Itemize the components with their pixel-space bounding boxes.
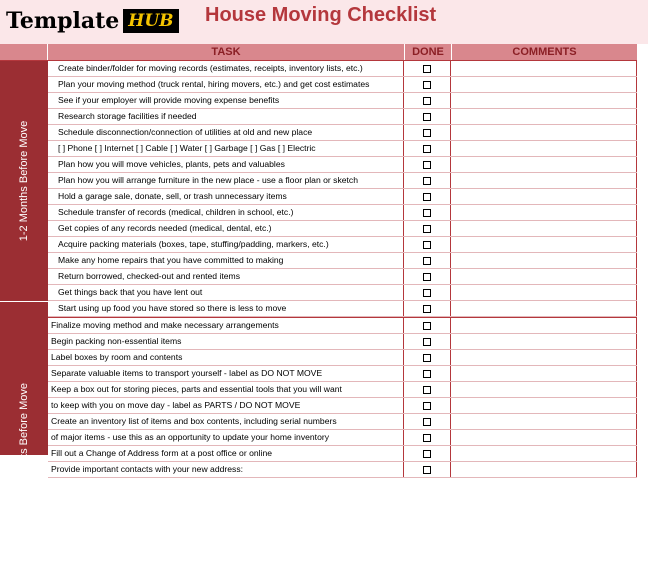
- done-cell: [404, 430, 451, 445]
- done-checkbox[interactable]: [423, 354, 431, 362]
- done-cell: [404, 141, 451, 156]
- column-header-done: DONE: [405, 44, 451, 60]
- done-checkbox[interactable]: [423, 225, 431, 233]
- table-row: [48, 237, 637, 253]
- task-text: Return borrowed, checked-out and rented items: [48, 269, 404, 284]
- done-cell: [404, 189, 451, 204]
- table-row: [48, 125, 637, 141]
- done-checkbox[interactable]: [423, 370, 431, 378]
- done-checkbox[interactable]: [423, 81, 431, 89]
- done-cell: [404, 398, 451, 413]
- table-row: [48, 173, 637, 189]
- done-checkbox[interactable]: [423, 161, 431, 169]
- table-row: [48, 221, 637, 237]
- table-row: [48, 189, 637, 205]
- table-row: [48, 253, 637, 269]
- done-checkbox[interactable]: [423, 466, 431, 474]
- table-row: [48, 269, 637, 285]
- comments-cell[interactable]: [451, 318, 637, 333]
- done-cell: [404, 237, 451, 252]
- comments-cell[interactable]: [451, 269, 637, 284]
- done-checkbox[interactable]: [423, 305, 431, 313]
- task-text: Create an inventory list of items and box contents, including serial numbers: [48, 414, 404, 429]
- comments-cell[interactable]: [451, 350, 637, 365]
- comments-cell[interactable]: [451, 109, 637, 124]
- table-row: [48, 109, 637, 125]
- section-band-2: [0, 302, 48, 492]
- done-cell: [404, 414, 451, 429]
- done-cell: [404, 318, 451, 333]
- section-label-1: 1-2 Months Before Move: [18, 120, 31, 242]
- done-cell: [404, 269, 451, 284]
- task-text: [ ] Phone [ ] Internet [ ] Cable [ ] Water [ ] Garbage [ ] Gas [ ] Electric: [48, 141, 404, 156]
- table-row: [48, 382, 637, 398]
- task-text: Make any home repairs that you have committed to making: [48, 253, 404, 268]
- comments-cell[interactable]: [451, 446, 637, 461]
- done-cell: [404, 350, 451, 365]
- table-row: [48, 61, 637, 77]
- table-row: [48, 398, 637, 414]
- done-checkbox[interactable]: [423, 97, 431, 105]
- logo: [6, 8, 179, 34]
- task-text: Keep a box out for storing pieces, parts and essential tools that you will want: [48, 382, 404, 397]
- column-header-section: [0, 44, 47, 60]
- done-cell: [404, 205, 451, 220]
- comments-cell[interactable]: [451, 221, 637, 236]
- comments-cell[interactable]: [451, 125, 637, 140]
- done-checkbox[interactable]: [423, 273, 431, 281]
- comments-cell[interactable]: [451, 382, 637, 397]
- done-checkbox[interactable]: [423, 65, 431, 73]
- done-cell: [404, 77, 451, 92]
- table-row: [48, 77, 637, 93]
- table-row: [48, 462, 637, 478]
- column-header-comments: COMMENTS: [452, 44, 637, 60]
- done-cell: [404, 125, 451, 140]
- task-text: to keep with you on move day - label as PARTS / DO NOT MOVE: [48, 398, 404, 413]
- done-checkbox[interactable]: [423, 113, 431, 121]
- done-cell: [404, 334, 451, 349]
- comments-cell[interactable]: [451, 205, 637, 220]
- done-checkbox[interactable]: [423, 434, 431, 442]
- done-cell: [404, 221, 451, 236]
- column-header-task: TASK: [48, 44, 404, 60]
- done-cell: [404, 157, 451, 172]
- done-cell: [404, 382, 451, 397]
- table-row: [48, 157, 637, 173]
- comments-cell[interactable]: [451, 285, 637, 300]
- task-text: of major items - use this as an opportunity to update your home inventory: [48, 430, 404, 445]
- task-text: Start using up food you have stored so there is less to move: [48, 301, 404, 316]
- logo-text: Template: [6, 8, 120, 34]
- task-text: Hold a garage sale, donate, sell, or trash unnecessary items: [48, 189, 404, 204]
- task-text: Get things back that you have lent out: [48, 285, 404, 300]
- comments-cell[interactable]: [451, 173, 637, 188]
- comments-cell[interactable]: [451, 398, 637, 413]
- task-text: Plan how you will move vehicles, plants, pets and valuables: [48, 157, 404, 172]
- table-row: [48, 285, 637, 301]
- task-text: Provide important contacts with your new address:: [48, 462, 404, 477]
- table-row: [48, 430, 637, 446]
- task-text: See if your employer will provide moving expense benefits: [48, 93, 404, 108]
- table-row: [48, 141, 637, 157]
- done-cell: [404, 446, 451, 461]
- comments-cell[interactable]: [451, 253, 637, 268]
- section-band-1: [0, 61, 48, 301]
- task-text: Begin packing non-essential items: [48, 334, 404, 349]
- done-cell: [404, 173, 451, 188]
- done-checkbox[interactable]: [423, 450, 431, 458]
- done-cell: [404, 253, 451, 268]
- done-cell: [404, 93, 451, 108]
- comments-cell[interactable]: [451, 462, 637, 477]
- page-title: House Moving Checklist: [205, 4, 437, 26]
- table-row: [48, 350, 637, 366]
- done-cell: [404, 462, 451, 477]
- done-checkbox[interactable]: [423, 129, 431, 137]
- task-text: Separate valuable items to transport yourself - label as DO NOT MOVE: [48, 366, 404, 381]
- done-checkbox[interactable]: [423, 209, 431, 217]
- comments-cell[interactable]: [451, 189, 637, 204]
- comments-cell[interactable]: [451, 141, 637, 156]
- comments-cell[interactable]: [451, 77, 637, 92]
- checklist-table: [48, 61, 637, 478]
- comments-cell[interactable]: [451, 366, 637, 381]
- task-text: Label boxes by room and contents: [48, 350, 404, 365]
- table-row: [48, 301, 637, 317]
- task-text: Schedule disconnection/connection of utilities at old and new place: [48, 125, 404, 140]
- task-text: Plan your moving method (truck rental, hiring movers, etc.) and get cost estimates: [48, 77, 404, 92]
- comments-cell[interactable]: [451, 301, 637, 316]
- task-text: Get copies of any records needed (medical, dental, etc.): [48, 221, 404, 236]
- task-text: Acquire packing materials (boxes, tape, stuffing/padding, markers, etc.): [48, 237, 404, 252]
- comments-cell[interactable]: [451, 334, 637, 349]
- done-checkbox[interactable]: [423, 145, 431, 153]
- done-cell: [404, 109, 451, 124]
- done-checkbox[interactable]: [423, 193, 431, 201]
- done-checkbox[interactable]: [423, 338, 431, 346]
- table-row: [48, 334, 637, 350]
- table-row: [48, 414, 637, 430]
- table-row: [48, 93, 637, 109]
- task-text: Finalize moving method and make necessary arrangements: [48, 318, 404, 333]
- table-row: [48, 446, 637, 462]
- done-cell: [404, 301, 451, 316]
- comments-cell[interactable]: [451, 93, 637, 108]
- comments-cell[interactable]: [451, 237, 637, 252]
- task-text: Create binder/folder for moving records (estimates, receipts, inventory lists, etc.): [48, 61, 404, 76]
- comments-cell[interactable]: [451, 157, 637, 172]
- task-text: Schedule transfer of records (medical, children in school, etc.): [48, 205, 404, 220]
- table-row: [48, 366, 637, 382]
- section-label-2: 4 Weeks Before Move: [18, 382, 31, 492]
- done-cell: [404, 366, 451, 381]
- done-checkbox[interactable]: [423, 322, 431, 330]
- done-cell: [404, 285, 451, 300]
- done-checkbox[interactable]: [423, 289, 431, 297]
- done-checkbox[interactable]: [423, 386, 431, 394]
- comments-cell[interactable]: [451, 414, 637, 429]
- header-bar: [0, 0, 648, 44]
- comments-cell[interactable]: [451, 430, 637, 445]
- logo-badge: HUB: [123, 9, 178, 33]
- task-text: Research storage facilities if needed: [48, 109, 404, 124]
- task-text: Fill out a Change of Address form at a post office or online: [48, 446, 404, 461]
- table-row: [48, 317, 637, 334]
- done-checkbox[interactable]: [423, 402, 431, 410]
- done-checkbox[interactable]: [423, 177, 431, 185]
- done-checkbox[interactable]: [423, 257, 431, 265]
- done-cell: [404, 61, 451, 76]
- task-text: Plan how you will arrange furniture in the new place - use a floor plan or sketch: [48, 173, 404, 188]
- table-row: [48, 205, 637, 221]
- done-checkbox[interactable]: [423, 241, 431, 249]
- comments-cell[interactable]: [451, 61, 637, 76]
- done-checkbox[interactable]: [423, 418, 431, 426]
